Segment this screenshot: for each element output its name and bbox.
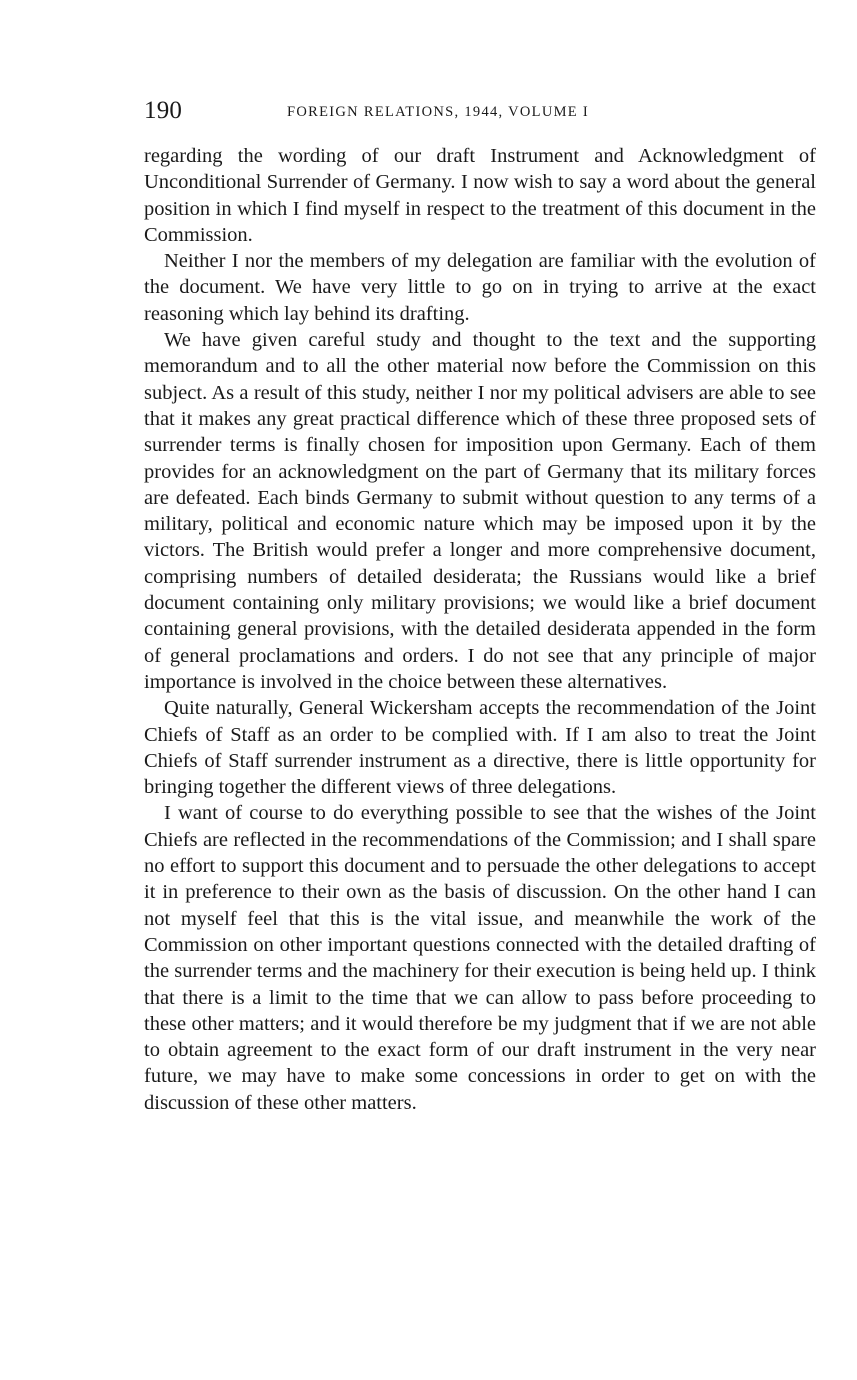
paragraph: I want of course to do everything possible to see that the wishes of the Joint Chiefs are reflected in the recommendations of the Commission; and I shall spare no effort to support this document and to persuade the other delegations to accept it in preference to their own as the basis of discussion. On the other hand I can not myself feel that this is the vital issue, and meanwhile the work of the Commission on other important questions connected with the detailed drafting of the surrender terms and the machinery for their execution is being held up. I think that there is a limit to the time that we can allow to pass before proceeding to these other matters; and it would therefore be my judgment that if we are not able to obtain agreement to the exact form of our draft instrument in the very near future, we may have to make some concessions in order to get on with the discussion of these other matters. bbox=[144, 802, 816, 1114]
page-number: 190 bbox=[144, 97, 183, 124]
paragraph: Quite naturally, General Wickersham accepts the recommendation of the Joint Chiefs of Staff as an order to be complied with. If I am also to treat the Joint Chiefs of Staff surrender instrument as a directive, there is little opportunity for bringing together the different views of three delegations. bbox=[144, 697, 816, 799]
page-header bbox=[144, 96, 816, 130]
running-title: FOREIGN RELATIONS, 1944, VOLUME I bbox=[287, 104, 590, 120]
paragraph: Neither I nor the members of my delegation are familiar with the evolution of the document. We have very little to go on in trying to arrive at the exact reasoning which lay behind its drafting. bbox=[144, 250, 816, 325]
paragraph: We have given careful study and thought to the text and the supporting memorandum and to all the other material now before the Commission on this subject. As a result of this study, neither I nor my political advisers are able to see that it makes any great practical difference which of these three proposed sets of surrender terms is finally chosen for imposition upon Germany. Each of them provides for an acknowledgment on the part of Germany that its military forces are defeated. Each binds Germany to submit without question to any terms of a military, political and economic nature which may be imposed upon it by the victors. The British would prefer a longer and more comprehensive document, comprising numbers of detailed desiderata; the Russians would like a brief document containing only military provisions; we would like a brief document containing general provisions, with the detailed desiderata appended in the form of general proclamations and orders. I do not see that any principle of major importance is involved in the choice between these alternatives. bbox=[144, 329, 816, 693]
paragraph-continued: regarding the wording of our draft Instrument and Acknowledgment of Unconditional Surrender of Germany. I now wish to say a word about the general position in which I find myself in respect to the treatment of this document in the Commission. bbox=[144, 145, 816, 246]
body-text bbox=[144, 143, 816, 1116]
